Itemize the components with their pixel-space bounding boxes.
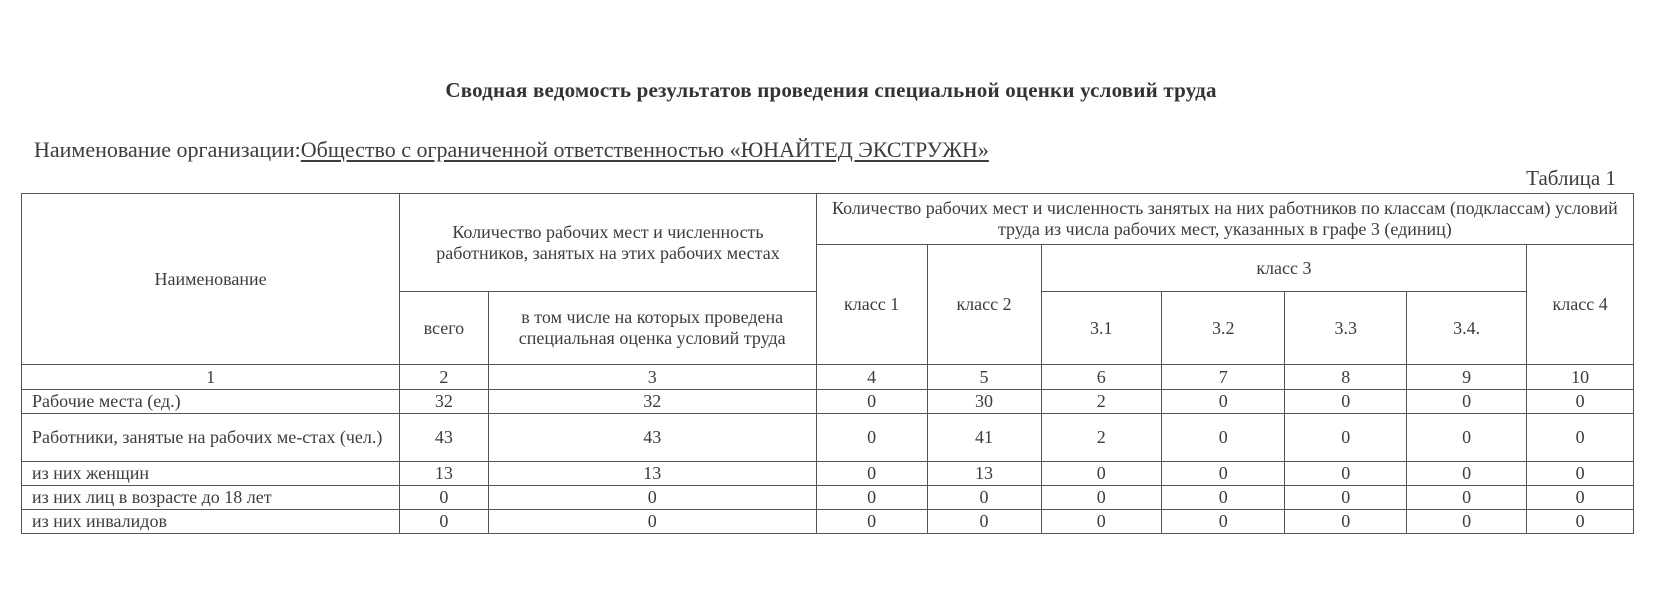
table-cell: 0: [1161, 510, 1285, 534]
header-class-3-2: 3.2: [1161, 292, 1285, 365]
column-number: 7: [1161, 365, 1285, 390]
table-cell: 0: [1527, 390, 1634, 414]
table-cell: 0: [1527, 486, 1634, 510]
column-number-row: [22, 365, 1634, 390]
table-cell: 0: [1285, 462, 1406, 486]
table-cell: 0: [1285, 414, 1406, 462]
table-cell: 2: [1041, 390, 1161, 414]
table-cell: 43: [488, 414, 816, 462]
table-cell: 0: [1285, 486, 1406, 510]
header-class-3-4: 3.4.: [1406, 292, 1526, 365]
table-cell: 0: [400, 510, 488, 534]
table-cell: 0: [1161, 462, 1285, 486]
table-cell: 0: [927, 486, 1041, 510]
table-cell: 0: [1041, 486, 1161, 510]
row-label: из них женщин: [22, 462, 400, 486]
header-name: Наименование: [22, 194, 400, 365]
organization-line: [34, 137, 989, 163]
table-row: [22, 414, 1634, 462]
table-cell: 32: [400, 390, 488, 414]
table-row: [22, 390, 1634, 414]
table-cell: 0: [1041, 462, 1161, 486]
table-cell: 0: [1406, 486, 1526, 510]
header-class-3: класс 3: [1041, 245, 1527, 292]
column-number: 1: [22, 365, 400, 390]
table-cell: 0: [1285, 390, 1406, 414]
table-row: [22, 486, 1634, 510]
table-cell: 13: [927, 462, 1041, 486]
table-cell: 0: [1161, 390, 1285, 414]
header-class-1: класс 1: [816, 245, 927, 365]
table-cell: 0: [1406, 510, 1526, 534]
table-row: [22, 462, 1634, 486]
row-label: из них инвалидов: [22, 510, 400, 534]
column-number: 5: [927, 365, 1041, 390]
table-cell: 0: [1406, 390, 1526, 414]
row-label: Рабочие места (ед.): [22, 390, 400, 414]
table-cell: 0: [816, 462, 927, 486]
organization-name: Общество с ограниченной ответственностью «ЮНАЙТЕД ЭКСТРУЖН»: [300, 137, 989, 162]
row-label: из них лиц в возрасте до 18 лет: [22, 486, 400, 510]
table-cell: 30: [927, 390, 1041, 414]
table-cell: 0: [1161, 486, 1285, 510]
column-number: 4: [816, 365, 927, 390]
table-cell: 13: [488, 462, 816, 486]
row-label: Работники, занятые на рабочих ме-стах (чел.): [22, 414, 400, 462]
header-workplaces-group: Количество рабочих мест и численность работников, занятых на этих рабочих местах: [400, 194, 817, 292]
header-total: всего: [400, 292, 488, 365]
column-number: 9: [1406, 365, 1526, 390]
column-number: 10: [1527, 365, 1634, 390]
organization-label: Наименование организации:: [34, 137, 301, 162]
column-number: 2: [400, 365, 488, 390]
table-cell: 0: [400, 486, 488, 510]
table-cell: 0: [1161, 414, 1285, 462]
table-cell: 43: [400, 414, 488, 462]
table-number-label: Таблица 1: [1526, 166, 1616, 190]
table-cell: 0: [816, 510, 927, 534]
table-cell: 0: [816, 486, 927, 510]
table-cell: 0: [927, 510, 1041, 534]
table-cell: 0: [1041, 510, 1161, 534]
column-number: 8: [1285, 365, 1406, 390]
header-class-3-3: 3.3: [1285, 292, 1406, 365]
summary-table: [21, 193, 1634, 534]
table-cell: 0: [1527, 510, 1634, 534]
document-title: Сводная ведомость результатов проведения специальной оценки условий труда: [445, 78, 1217, 102]
header-class-4: класс 4: [1527, 245, 1634, 365]
table-cell: 32: [488, 390, 816, 414]
table-cell: 0: [816, 414, 927, 462]
column-number: 6: [1041, 365, 1161, 390]
table-cell: 0: [1406, 462, 1526, 486]
table-cell: 0: [488, 486, 816, 510]
header-assessed: в том числе на которых проведена специальная оценка условий труда: [488, 292, 816, 365]
table-cell: 0: [1285, 510, 1406, 534]
table-cell: 41: [927, 414, 1041, 462]
column-number: 3: [488, 365, 816, 390]
header-class-2: класс 2: [927, 245, 1041, 365]
table-row: [22, 510, 1634, 534]
table-cell: 0: [1527, 462, 1634, 486]
table-cell: 0: [816, 390, 927, 414]
header-classes-group: Количество рабочих мест и численность занятых на них работников по классам (подклассам) условий труда из числа рабочих мест, указанных в графе 3 (единиц): [816, 194, 1633, 245]
table-cell: 13: [400, 462, 488, 486]
table-cell: 0: [1527, 414, 1634, 462]
table-cell: 0: [1406, 414, 1526, 462]
table-cell: 0: [488, 510, 816, 534]
table-cell: 2: [1041, 414, 1161, 462]
header-class-3-1: 3.1: [1041, 292, 1161, 365]
